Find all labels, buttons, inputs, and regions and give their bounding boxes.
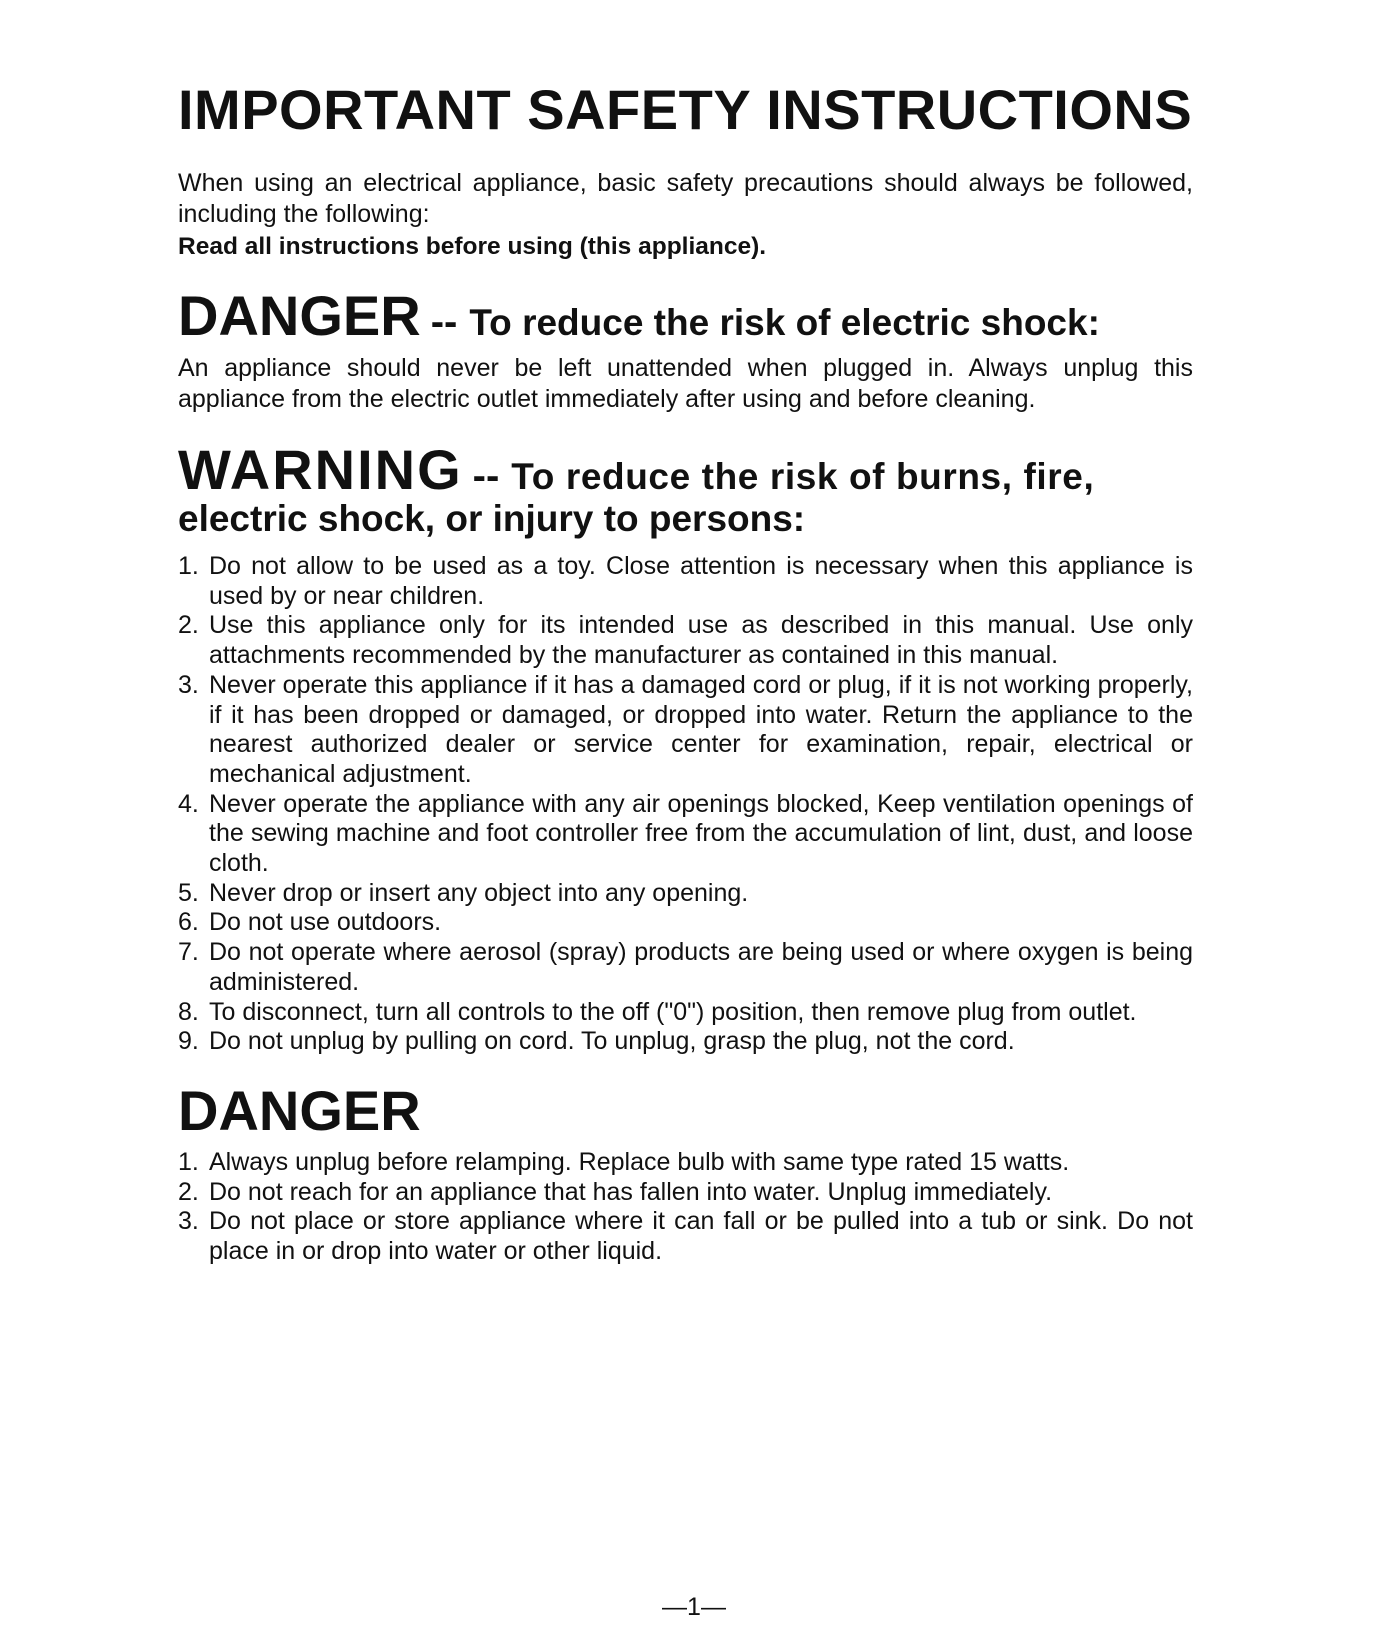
danger-heading-2 xyxy=(178,1079,421,1142)
list-item xyxy=(178,908,1193,938)
list-item-number: 2. xyxy=(178,1177,199,1206)
list-item-number: 4. xyxy=(178,789,199,818)
list-item-text: Do not operate where aerosol (spray) products are being used or where oxygen is being administered. xyxy=(209,938,1193,996)
warning-subtitle-line1: To reduce the risk of burns, fire, xyxy=(511,456,1095,497)
danger-label: DANGER xyxy=(178,284,421,347)
list-item xyxy=(178,1207,1193,1266)
list-item-number: 8. xyxy=(178,997,199,1026)
list-item-text: Do not reach for an appliance that has fallen into water. Unplug immediately. xyxy=(209,1177,1053,1206)
list-item xyxy=(178,611,1193,670)
list-item xyxy=(178,998,1193,1028)
list-item-text: Never drop or insert any object into any opening. xyxy=(209,878,749,907)
list-item-text: Never operate this appliance if it has a damaged cord or plug, if it is not working properly, if it has been dropped or damaged, or dropped into water. Return the appliance to the nearest authorized dealer or service center for examination, repair, electrical or mechanical adjustment. xyxy=(209,670,1193,788)
danger-label-2: DANGER xyxy=(178,1079,421,1142)
danger-list xyxy=(178,1148,1193,1267)
intro-text: When using an electrical appliance, basic safety precautions should always be followed, including the following: xyxy=(178,169,1193,228)
danger-heading xyxy=(178,284,1100,347)
page-title: IMPORTANT SAFETY INSTRUCTIONS xyxy=(178,78,1193,141)
list-item-text: Do not place or store appliance where it can fall or be pulled into a tub or sink. Do not place in or drop into water or other liquid. xyxy=(209,1207,1193,1266)
list-item-text: Always unplug before relamping. Replace bulb with same type rated 15 watts. xyxy=(209,1148,1070,1176)
list-item-text: Never operate the appliance with any air openings blocked, Keep ventilation openings of the sewing machine and foot controller free from the accumulation of lint, dust, and loose cloth. xyxy=(209,789,1193,878)
warning-separator: -- xyxy=(472,454,500,498)
list-item xyxy=(178,671,1193,790)
list-item xyxy=(178,790,1193,879)
list-item-text: To disconnect, turn all controls to the off ("0") position, then remove plug from outlet. xyxy=(209,997,1137,1026)
danger-text: An appliance should never be left unattended when plugged in. Always unplug this appliance from the electric outlet immediately after using and before cleaning. xyxy=(178,354,1193,413)
list-item-text: Do not allow to be used as a toy. Close attention is necessary when this appliance is used by or near children. xyxy=(209,552,1193,610)
list-item-number: 9. xyxy=(178,1027,199,1056)
list-item xyxy=(178,938,1193,997)
list-item-number: 7. xyxy=(178,938,199,967)
list-item-text: Do not use outdoors. xyxy=(209,908,442,937)
warning-list xyxy=(178,552,1193,1057)
list-item-number: 1. xyxy=(178,1148,199,1176)
list-item-number: 3. xyxy=(178,1207,199,1236)
warning-heading xyxy=(178,438,1193,501)
list-item xyxy=(178,1178,1193,1208)
warning-subtitle-line2: electric shock, or injury to persons: xyxy=(178,498,806,539)
list-item xyxy=(178,1027,1193,1057)
list-item-number: 1. xyxy=(178,552,199,580)
list-item xyxy=(178,1148,1193,1178)
intro-bold-text: Read all instructions before using (this appliance). xyxy=(178,233,767,260)
list-item xyxy=(178,552,1193,611)
warning-label: WARNING xyxy=(178,438,463,501)
list-item-text: Use this appliance only for its intended use as described in this manual. Use only attachments recommended by the manufacturer as contained in this manual. xyxy=(209,611,1193,670)
danger-subtitle: To reduce the risk of electric shock: xyxy=(469,302,1100,343)
list-item-number: 6. xyxy=(178,908,199,937)
list-item-number: 2. xyxy=(178,611,199,640)
danger-separator: -- xyxy=(430,300,458,344)
list-item-number: 3. xyxy=(178,670,199,699)
page-number: —1— xyxy=(662,1593,726,1621)
list-item xyxy=(178,879,1193,909)
list-item-text: Do not unplug by pulling on cord. To unplug, grasp the plug, not the cord. xyxy=(209,1027,1015,1056)
list-item-number: 5. xyxy=(178,878,199,907)
